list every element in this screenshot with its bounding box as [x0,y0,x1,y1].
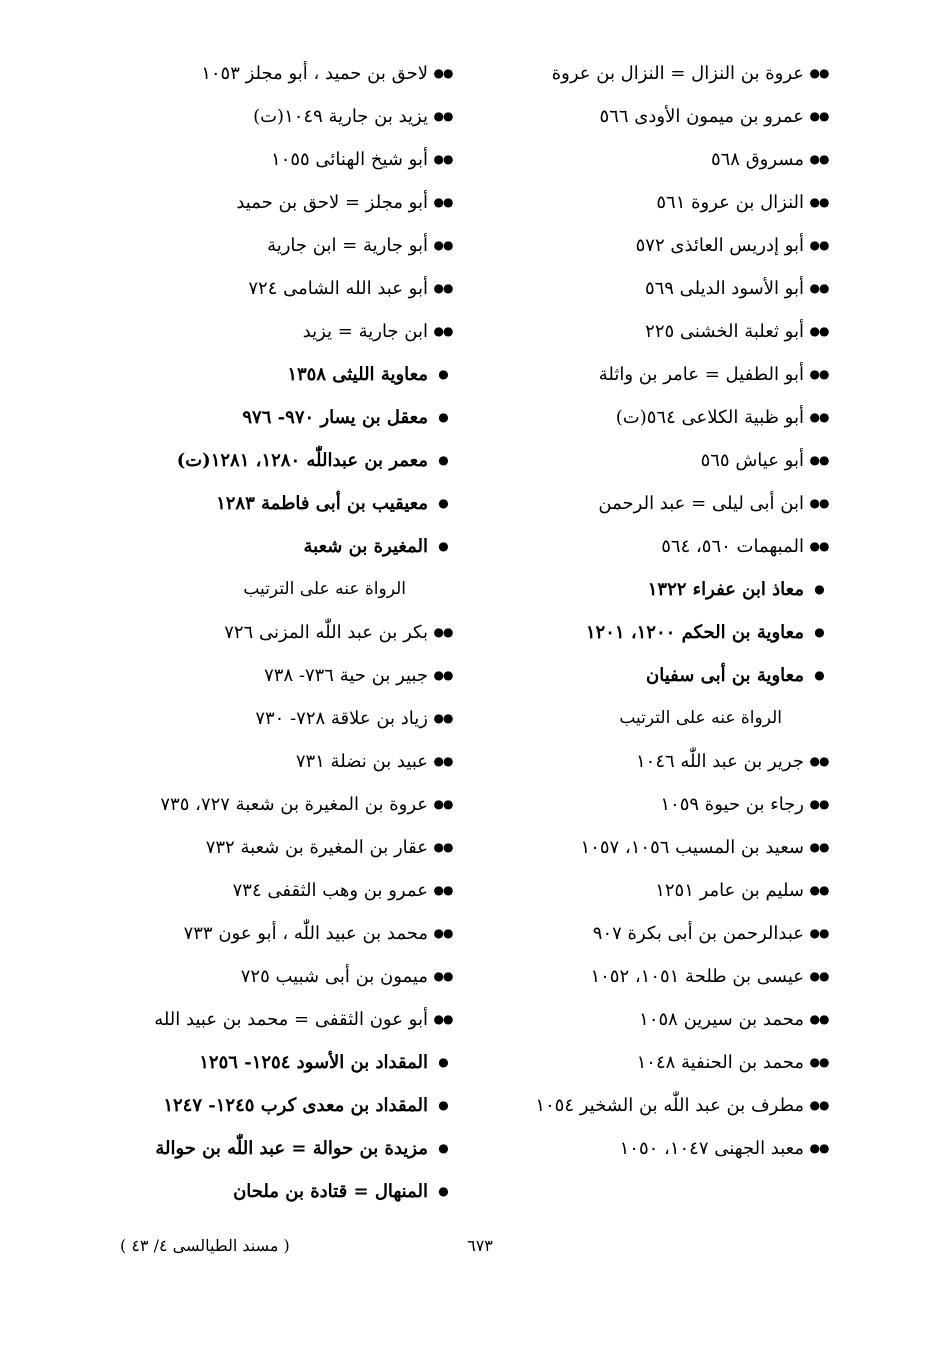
entry-text: المقداد بن الأسود ١٢٥٤- ١٢٥٦ [199,1052,428,1073]
entry-text: أبو عبد الله الشامى ٧٢٤ [248,278,428,299]
bullet-icon: ● [438,1055,448,1069]
index-entry [104,1041,454,1084]
index-entry [104,224,454,267]
entry-text: الرواة عنه على الترتيب [243,579,406,599]
entry-text: معاوية الليثى ١٣٥٨ [287,364,428,385]
entry-text: ابن أبى ليلى = عبد الرحمن [598,493,804,514]
bullet-icon: ● [814,582,824,596]
entry-text: عمرو بن وهب الثقفى ٧٣٤ [232,880,428,901]
index-entry [490,955,830,998]
bullet-icon: ●● [809,410,829,424]
index-entry [104,654,454,697]
index-entry [490,1084,830,1127]
bullet-icon: ●● [809,883,829,897]
bullet-icon: ●● [809,539,829,553]
bullet-icon: ●● [809,281,829,295]
entry-text: زياد بن علاقة ٧٢٨- ٧٣٠ [255,708,428,729]
bullet-icon: ● [814,668,824,682]
index-entry [490,826,830,869]
bullet-icon: ●● [809,754,829,768]
entry-text: أبو جارية = ابن جارية [267,235,428,256]
entry-text: عمرو بن ميمون الأودى ٥٦٦ [599,106,804,127]
entry-text: أبو عون الثقفى = محمد بن عبيد الله [154,1009,428,1030]
page-number: ٦٧٣ [467,1236,493,1255]
entry-text: أبو عياش ٥٦٥ [700,450,804,471]
entry-text: محمد بن سيرين ١٠٥٨ [639,1009,804,1030]
bullet-icon: ●● [809,66,829,80]
entry-text: المقداد بن معدى كرب ١٢٤٥- ١٢٤٧ [163,1095,428,1116]
bullet-icon: ●● [809,238,829,252]
bullet-icon: ● [438,496,448,510]
index-entry [490,783,830,826]
index-entry [490,52,830,95]
bullet-icon: ●● [433,883,453,897]
index-entry [104,1084,454,1127]
index-entry [104,697,454,740]
index-entry [490,224,830,267]
index-entry [104,310,454,353]
entry-text: عروة بن النزال = النزال بن عروة [551,63,804,84]
bullet-icon: ● [438,410,448,424]
index-entry [104,611,454,654]
index-entry [490,568,830,611]
entry-text: عروة بن المغيرة بن شعبة ٧٢٧، ٧٣٥ [160,794,428,815]
entry-text: جرير بن عبد اللّٰه ١٠٤٦ [636,751,804,772]
entry-text: معاوية بن الحكم ١٢٠٠، ١٢٠١ [585,622,804,643]
entry-text: محمد بن عبيد اللّٰه ، أبو عون ٧٣٣ [183,923,428,944]
bullet-icon: ●● [433,324,453,338]
index-entry [104,482,454,525]
bullet-icon: ●● [809,1012,829,1026]
bullet-icon: ●● [809,840,829,854]
index-entry [104,181,454,224]
bullet-icon: ●● [433,840,453,854]
bullet-icon: ●● [433,797,453,811]
index-entry [104,267,454,310]
bullet-icon: ●● [809,152,829,166]
index-entry [490,439,830,482]
bullet-icon: ●● [433,754,453,768]
entry-text: أبو مجلز = لاحق بن حميد [236,192,428,213]
bullet-icon: ●● [433,238,453,252]
entry-text: أبو ظبية الكلاعى ٥٦٤(ت) [615,407,804,428]
bullet-icon: ●● [809,1141,829,1155]
entry-text: معبد الجهنى ١٠٤٧، ١٠٥٠ [619,1138,804,1159]
bullet-icon: ●● [809,109,829,123]
entry-text: محمد بن الحنفية ١٠٤٨ [636,1052,804,1073]
entry-text: عبيد بن نضلة ٧٣١ [295,751,428,772]
bullet-icon: ●● [433,668,453,682]
entry-text: معاذ ابن عفراء ١٣٢٢ [647,579,804,600]
bullet-icon: ● [438,1141,448,1155]
index-entry [490,1127,830,1170]
index-entry [104,912,454,955]
index-entry [104,826,454,869]
index-entry [104,955,454,998]
index-column-left [104,52,454,1213]
index-entry [104,869,454,912]
bullet-icon: ●● [809,969,829,983]
index-entry [490,654,830,697]
bullet-icon: ●● [433,625,453,639]
bullet-icon: ● [438,1184,448,1198]
index-entry [490,482,830,525]
index-entry [104,95,454,138]
bullet-icon: ●● [809,367,829,381]
index-entry [104,439,454,482]
bullet-icon: ●● [809,797,829,811]
bullet-icon: ●● [433,926,453,940]
index-entry [490,998,830,1041]
index-entry [490,95,830,138]
index-entry [104,1127,454,1170]
bullet-icon: ● [438,453,448,467]
bullet-icon: ● [814,625,824,639]
bullet-icon: ● [438,539,448,553]
entry-text: بكر بن عبد اللّٰه المزنى ٧٢٦ [224,622,428,643]
bullet-icon: ●● [809,195,829,209]
bullet-icon: ● [438,367,448,381]
bullet-icon: ●● [433,1012,453,1026]
index-entry [104,138,454,181]
index-entry [490,912,830,955]
section-subheading [104,568,454,611]
entry-text: جبير بن حية ٧٣٦- ٧٣٨ [264,665,428,686]
bullet-icon: ●● [433,66,453,80]
entry-text: أبو شيخ الهنائى ١٠٥٥ [271,149,428,170]
bullet-icon: ●● [433,109,453,123]
index-entry [490,1041,830,1084]
entry-text: مزيدة بن حوالة = عبد اللّٰه بن حوالة [155,1138,428,1159]
entry-text: لاحق بن حميد ، أبو مجلز ١٠٥٣ [201,63,428,84]
bullet-icon: ●● [433,152,453,166]
page-footer [0,1236,934,1266]
entry-text: عيسى بن طلحة ١٠٥١، ١٠٥٢ [590,966,804,987]
entry-text: أبو الطفيل = عامر بن واثلة [598,364,804,385]
entry-text: أبو ثعلبة الخشنى ٢٢٥ [645,321,804,342]
entry-text: مسروق ٥٦٨ [710,149,804,170]
index-entry [104,1170,454,1213]
entry-text: رجاء بن حيوة ١٠٥٩ [660,794,804,815]
section-subheading [490,697,830,740]
entry-text: يزيد بن جارية ١٠٤٩(ت) [253,106,428,127]
bullet-icon: ●● [809,1098,829,1112]
bullet-icon: ●● [433,711,453,725]
index-entry [490,740,830,783]
entry-text: ابن جارية = يزيد [302,321,428,342]
index-entry [490,353,830,396]
entry-text: معمر بن عبداللّٰه ١٢٨٠، ١٢٨١(ت) [176,450,428,471]
bullet-icon: ●● [433,195,453,209]
index-entry [490,611,830,654]
index-entry [104,353,454,396]
entry-text: معيقيب بن أبى فاطمة ١٢٨٣ [216,493,428,514]
entry-text: معاوية بن أبى سفيان [645,665,804,686]
index-entry [490,525,830,568]
source-reference: ( مسند الطيالسى ٤/ ٤٣ ) [120,1236,290,1255]
bullet-icon: ●● [809,926,829,940]
bullet-icon: ●● [809,496,829,510]
index-entry [104,52,454,95]
entry-text: الرواة عنه على الترتيب [619,708,782,728]
bullet-icon: ●● [809,453,829,467]
entry-text: أبو إدريس العائذى ٥٧٢ [635,235,804,256]
index-entry [104,998,454,1041]
entry-text: عبدالرحمن بن أبى بكرة ٩٠٧ [592,923,804,944]
index-entry [104,525,454,568]
bullet-icon: ● [438,1098,448,1112]
index-entry [490,396,830,439]
entry-text: أبو الأسود الديلى ٥٦٩ [644,278,804,299]
entry-text: معقل بن يسار ٩٧٠- ٩٧٦ [242,407,428,428]
entry-text: سليم بن عامر ١٢٥١ [655,880,804,901]
entry-text: النزال بن عروة ٥٦١ [656,192,804,213]
index-entry [490,869,830,912]
entry-text: مطرف بن عبد اللّٰه بن الشخير ١٠٥٤ [535,1095,804,1116]
bullet-icon: ●● [433,281,453,295]
bullet-icon: ●● [809,1055,829,1069]
index-entry [490,181,830,224]
index-column-right [490,52,830,1170]
index-entry [104,783,454,826]
entry-text: عقار بن المغيرة بن شعبة ٧٣٢ [205,837,428,858]
index-entry [104,396,454,439]
index-entry [490,310,830,353]
entry-text: المنهال = قتادة بن ملحان [233,1181,428,1202]
entry-text: المبهمات ٥٦٠، ٥٦٤ [661,536,804,557]
index-entry [490,138,830,181]
index-entry [104,740,454,783]
bullet-icon: ●● [433,969,453,983]
index-entry [490,267,830,310]
entry-text: المغيرة بن شعبة [303,536,428,557]
bullet-icon: ●● [809,324,829,338]
entry-text: ميمون بن أبى شبيب ٧٢٥ [240,966,428,987]
entry-text: سعيد بن المسيب ١٠٥٦، ١٠٥٧ [580,837,804,858]
